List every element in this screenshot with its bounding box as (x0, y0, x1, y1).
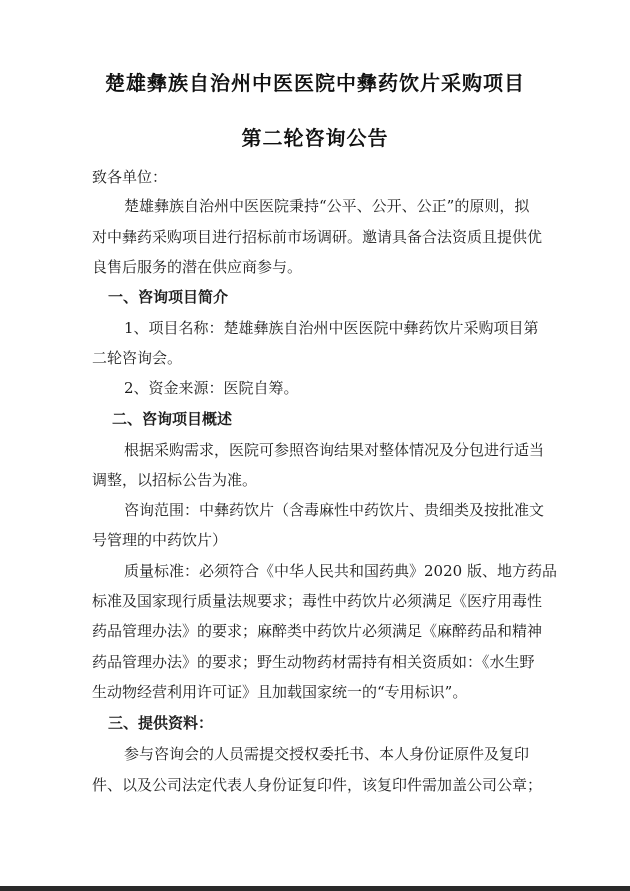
quality-line-1: 质量标准：必须符合《中华人民共和国药典》2020 版、地方药品 (124, 562, 557, 580)
section-3-para-1-line-2: 件、以及公司法定代表人身份证复印件，该复印件需加盖公司公章； (92, 776, 543, 794)
intro-line-3: 良售后服务的潜在供应商参与。 (92, 258, 303, 276)
section-1-item-1-line-2: 二轮咨询会。 (92, 349, 183, 367)
section-1-item-2: 2、资金来源：医院自筹。 (124, 379, 299, 397)
quality-line-2: 标准及国家现行质量法规要求；毒性中药饮片必须满足《医疗用毒性 (92, 592, 543, 610)
scan-bottom-edge (0, 886, 630, 891)
quality-line-5: 生动物经营利用许可证》且加载国家统一的“专用标识”。 (92, 683, 468, 701)
section-2-para-1-line-1: 根据采购需求，医院可参照咨询结果对整体情况及分包进行适当 (124, 441, 545, 459)
title-line-1: 楚雄彝族自治州中医医院中彝药饮片采购项目 (105, 71, 525, 95)
quality-line-4: 药品管理办法》的要求；野生动物药材需持有相关资质如：《水生野 (92, 653, 535, 671)
section-2-heading: 二、咨询项目概述 (112, 410, 233, 428)
scope-line-2: 号管理的中药饮片） (92, 531, 228, 549)
title-line-2: 第二轮咨询公告 (241, 126, 389, 150)
intro-line-1: 楚雄彝族自治州中医医院秉持“公平、公开、公正”的原则，拟 (124, 197, 530, 215)
section-1-item-1-line-1: 1、项目名称：楚雄彝族自治州中医医院中彝药饮片采购项目第 (124, 319, 539, 337)
section-3-para-1-line-1: 参与咨询会的人员需提交授权委托书、本人身份证原件及复印 (124, 745, 530, 763)
scope-line-1: 咨询范围：中彝药饮片（含毒麻性中药饮片、贵细类及按批准文 (124, 501, 545, 519)
section-3-heading: 三、提供资料： (108, 714, 214, 732)
quality-line-3: 药品管理办法》的要求；麻醉类中药饮片必须满足《麻醉药品和精神 (92, 622, 543, 640)
intro-line-2: 对中彝药采购项目进行招标前市场调研。邀请具备合法资质且提供优 (92, 228, 543, 246)
salutation: 致各单位： (92, 168, 168, 186)
section-1-heading: 一、咨询项目简介 (108, 288, 229, 306)
section-2-para-1-line-2: 调整，以招标公告为准。 (92, 471, 258, 489)
